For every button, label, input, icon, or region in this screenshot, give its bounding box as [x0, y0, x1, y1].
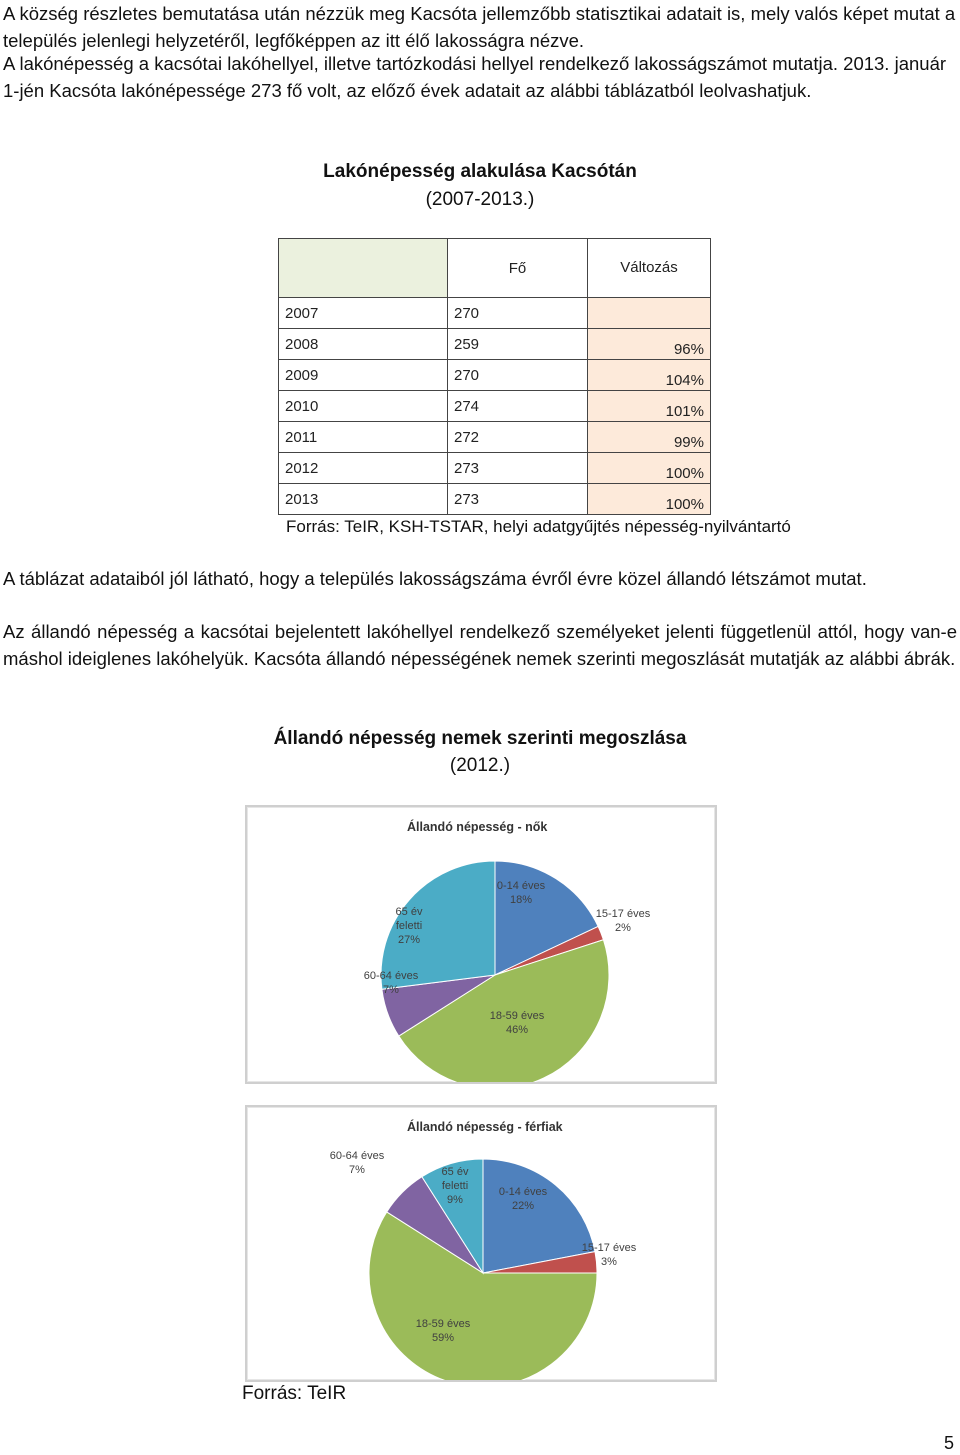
charts-subtitle: (2012.) — [449, 755, 511, 776]
count-cell: 273 — [448, 484, 588, 515]
slice-label: 15-17 éves 2% — [595, 908, 651, 934]
page-number: 5 — [944, 1433, 955, 1453]
table-row — [279, 391, 711, 422]
intro-paragraph: A község részletes bemutatása után nézzük meg Kacsóta jellemzőbb statisztikai adatait is, mely valós képet mutat a település jelenlegi helyzetéről, legfőképpen az itt élő lakosságra nézve. — [3, 3, 956, 51]
year-cell: 2013 — [279, 484, 448, 515]
change-cell: 100% — [588, 453, 711, 484]
pie-chart-women — [245, 805, 717, 1084]
year-cell: 2012 — [279, 453, 448, 484]
table-row — [279, 360, 711, 391]
slice-label: 18-59 éves 59% — [415, 1318, 471, 1344]
population-paragraph: A lakónépesség a kacsótai lakóhellyel, illetve tartózkodási hellyel rendelkező lakosságszámot mutatja. 2013. január 1-jén Kacsóta lakónépessége 273 fő volt, az előző évek adatait az alábbi táblázatból leolvashatjuk. — [3, 53, 947, 101]
count-cell: 272 — [448, 422, 588, 453]
slice-label: 65 év feletti 9% — [441, 1166, 469, 1206]
count-cell: 274 — [448, 391, 588, 422]
year-cell: 2011 — [279, 422, 448, 453]
year-cell: 2010 — [279, 391, 448, 422]
table-header-corner — [279, 239, 448, 298]
change-cell — [588, 298, 711, 329]
table-subtitle: (2007-2013.) — [425, 189, 535, 210]
table-header-change: Változás — [588, 239, 711, 298]
table-source: Forrás: TeIR, KSH-TSTAR, helyi adatgyűjtés népesség-nyilvántartó — [286, 517, 791, 536]
year-cell: 2007 — [279, 298, 448, 329]
chart-title: Állandó népesség - férfiak — [407, 1120, 563, 1134]
year-cell: 2008 — [279, 329, 448, 360]
slice-label: 18-59 éves 46% — [489, 1010, 545, 1036]
slice-label: 0-14 éves 22% — [498, 1186, 548, 1212]
change-cell: 96% — [588, 329, 711, 360]
pie-chart-men — [245, 1105, 717, 1382]
slice-label: 60-64 éves 7% — [363, 970, 419, 996]
charts-title: Állandó népesség nemek szerinti megoszlása — [273, 728, 687, 749]
table-row — [279, 329, 711, 360]
population-table — [278, 238, 711, 515]
table-title: Lakónépesség alakulása Kacsótán — [323, 161, 637, 182]
change-cell: 99% — [588, 422, 711, 453]
charts-source: Forrás: TeIR — [242, 1383, 347, 1404]
count-cell: 273 — [448, 453, 588, 484]
change-cell: 100% — [588, 484, 711, 515]
change-cell: 101% — [588, 391, 711, 422]
table-header-count: Fő — [448, 239, 588, 298]
slice-label: 0-14 éves 18% — [496, 880, 546, 906]
count-cell: 259 — [448, 329, 588, 360]
year-cell: 2009 — [279, 360, 448, 391]
table-row — [279, 422, 711, 453]
change-cell: 104% — [588, 360, 711, 391]
table-summary-paragraph: A táblázat adataiból jól látható, hogy a település lakosságszáma évről évre közel állandó létszámot mutat. — [3, 568, 867, 589]
table-header-row — [279, 239, 711, 298]
chart-title: Állandó népesség - nők — [407, 820, 548, 834]
slice-label: 60-64 éves 7% — [329, 1150, 385, 1176]
count-cell: 270 — [448, 360, 588, 391]
permanent-population-paragraph: Az állandó népesség a kacsótai bejelentett lakóhellyel rendelkező személyeket jelenti függetlenül attól, hogy van-e máshol ideiglenes lakóhelyük. Kacsóta állandó népességének nemek szerinti megoszlását mutatják az alábbi ábrák. — [3, 621, 957, 669]
table-row — [279, 298, 711, 329]
table-row — [279, 453, 711, 484]
slice-label: 65 év feletti 27% — [395, 906, 423, 946]
table-row — [279, 484, 711, 515]
slice-label: 15-17 éves 3% — [581, 1242, 637, 1268]
count-cell: 270 — [448, 298, 588, 329]
